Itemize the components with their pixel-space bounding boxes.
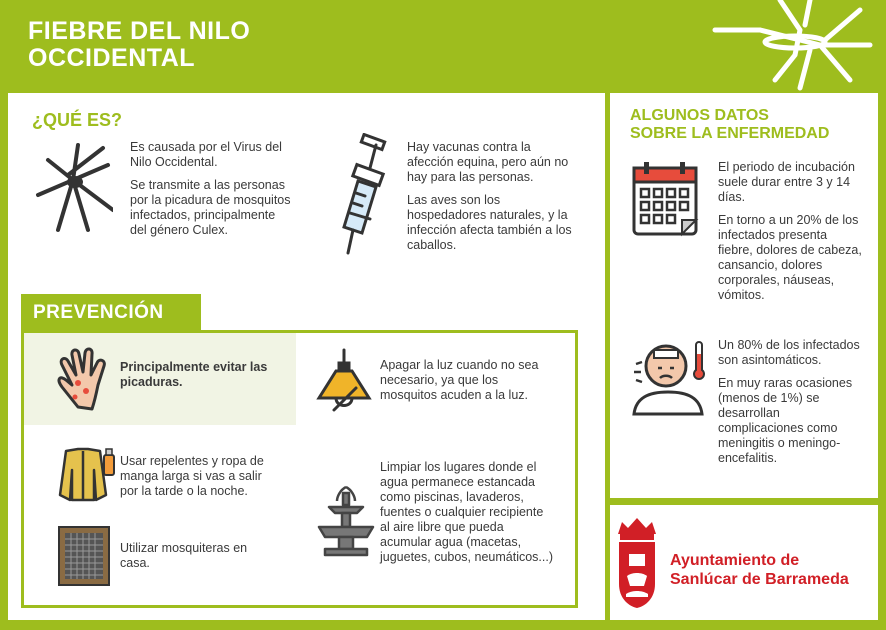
org-name-line-1: Ayuntamiento de (670, 552, 800, 569)
prevencion-item-1: Principalmente evitar las picaduras. (120, 360, 268, 389)
org-name-line-2: Sanlúcar de Barrameda (670, 571, 849, 588)
title-line-1: FIEBRE DEL NILO (28, 17, 251, 45)
prevencion-item-5: Limpiar los lugares donde el agua permanece estancada como piscinas, lavaderos, fuentes o cualquier recipiente al aire libre que pueda acumular agua (macetas, juguetes, cubos, neumáticos...) (380, 460, 554, 564)
sick-person-icon (628, 336, 708, 416)
que-es-text-1: Es causada por el Virus del Nilo Occidental. (130, 140, 282, 169)
que-es-text-3: Hay vacunas contra la afección equina, pero aún no hay para las personas. (407, 140, 569, 184)
datos-text-3: Un 80% de los infectados son asintomáticos. (718, 338, 860, 367)
que-es-text-2: Se transmite a las personas por la picadura de mosquitos infectados, principalmente del género Culex. (130, 178, 291, 237)
datos-text-2: En torno a un 20% de los infectados presenta fiebre, dolores de cabeza, cansancio, dolores corporales, náuseas, vómitos. (718, 213, 862, 302)
fountain-icon (315, 485, 377, 560)
que-es-text-4: Las aves son los hospedadores naturales, y la infección afecta también a los caballos. (407, 193, 572, 252)
que-es-col2 (407, 140, 572, 261)
datos-heading-2: SOBRE LA ENFERMEDAD (630, 125, 830, 142)
datos-heading-1: ALGUNOS DATOS (630, 107, 769, 124)
mosquito-icon (33, 140, 113, 235)
datos-text-1: El periodo de incubación suele durar entre 3 y 14 días. (718, 160, 855, 204)
prevencion-item-3: Utilizar mosquiteras en casa. (120, 541, 248, 570)
org-name (670, 551, 849, 589)
jacket-icon (48, 445, 118, 505)
lamp-icon (314, 348, 374, 416)
hand-bite-icon (48, 345, 118, 415)
que-es-col1 (130, 140, 295, 246)
datos-heading (630, 107, 829, 143)
page-title (28, 18, 250, 72)
datos-block-1 (718, 160, 863, 311)
calendar-icon (630, 160, 700, 238)
syringe-icon (340, 133, 400, 258)
window-screen-icon (55, 523, 113, 589)
mosquito-decoration-icon (700, 0, 886, 92)
que-es-heading: ¿QUÉ ES? (32, 110, 123, 130)
title-line-2: OCCIDENTAL (28, 44, 196, 72)
datos-text-4: En muy raras ocasiones (menos de 1%) se desarrollan complicaciones como meningitis o meningo-encefalitis. (718, 376, 853, 465)
coat-of-arms-icon (612, 514, 662, 610)
prevencion-item-4: Apagar la luz cuando no sea necesario, ya que los mosquitos acuden a la luz. (380, 358, 539, 402)
datos-block-2 (718, 338, 868, 474)
prevencion-item-2: Usar repelentes y ropa de manga larga si vas a salir por la tarde o la noche. (120, 454, 264, 498)
prevencion-heading: PREVENCIÓN (21, 294, 201, 332)
